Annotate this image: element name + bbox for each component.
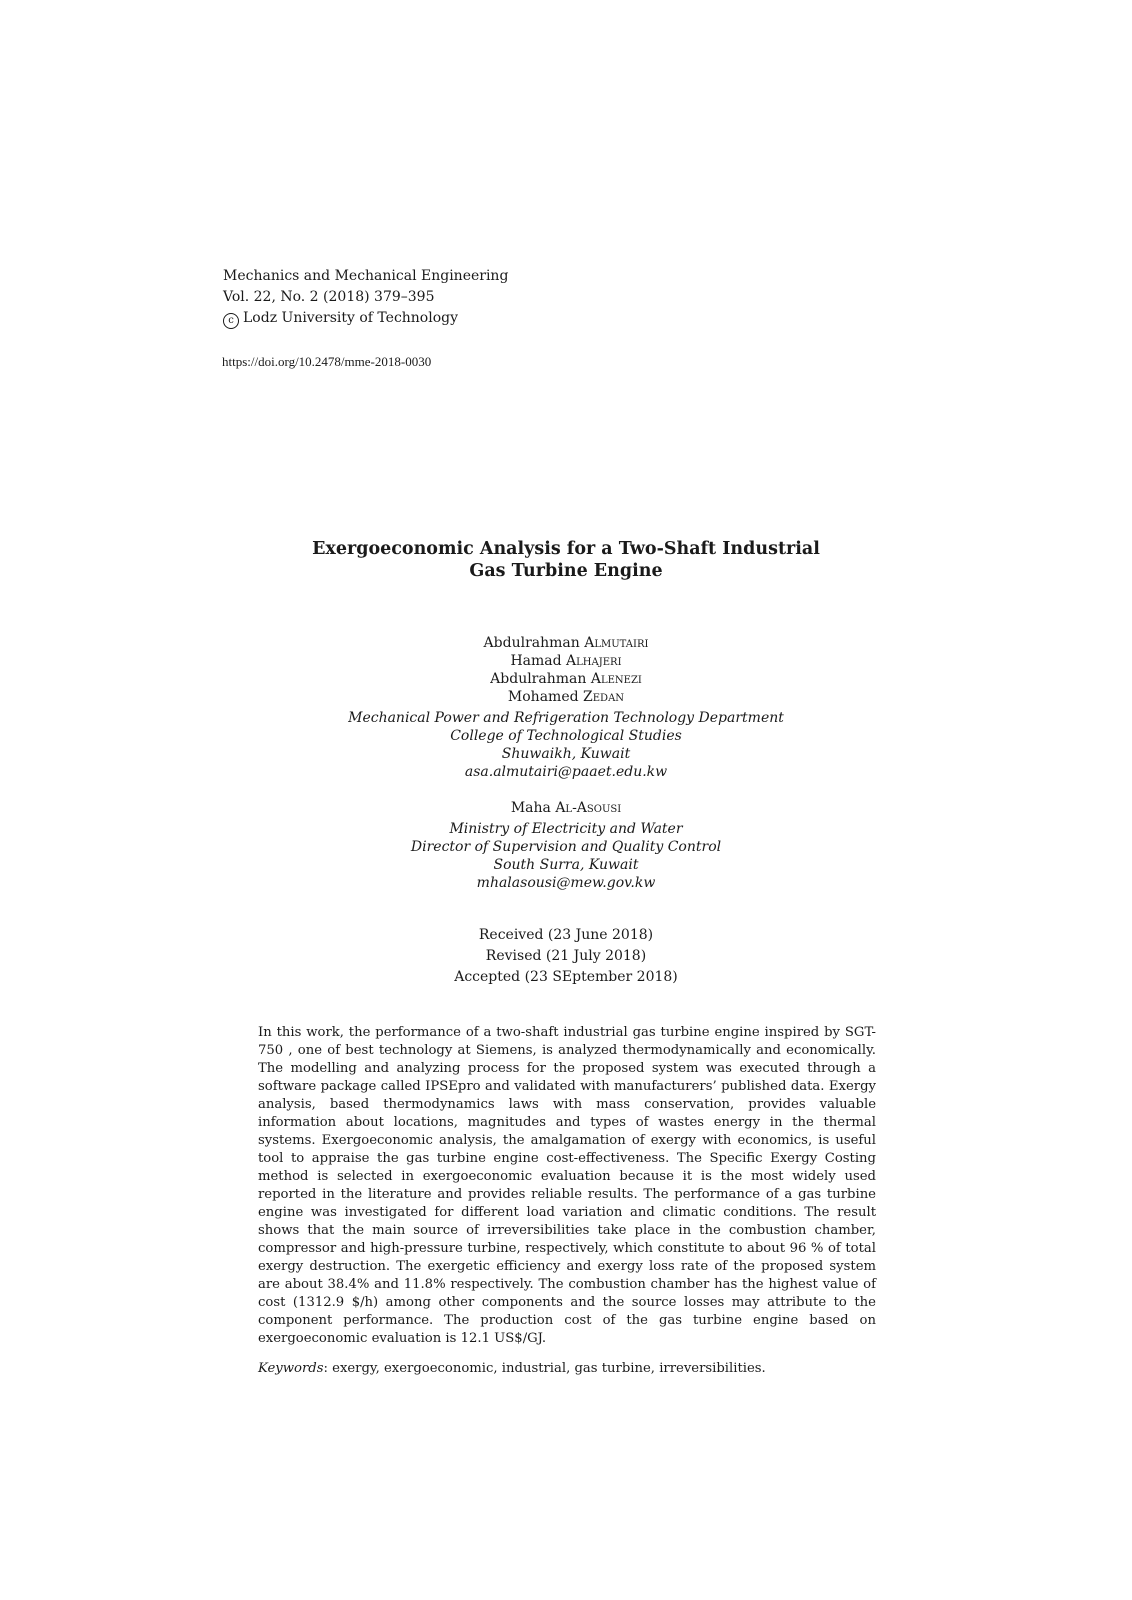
abstract: In this work, the performance of a two-shaft industrial gas turbine engine inspired by SGT-750 , one of best technology at Siemens, is analyzed thermodynamically and economically. The modelling and analyzing process for the proposed system was executed through a software package called IPSEpro and validated with manufacturers’ published data. Exergy analysis, based thermodynamics laws with mass conservation, provides valuable information about locations, magnitudes and types of wastes energy in the thermal systems. Exergoeconomic analysis, the amalgamation of exergy with economics, is useful tool to appraise the gas turbine engine cost-effectiveness. The Specific Exergy Costing method is selected in exergoeconomic evaluation because it is the most widely used reported in the literature and provides reliable results. The performance of a gas turbine engine was investigated for different load variation and climatic conditions. The result shows that the main source of irreversibilities take place in the combustion chamber, compressor and high-pressure turbine, respectively, which constitute to about 96 % of total exergy destruction. The exergetic efficiency and exergy loss rate of the proposed system are about 38.4% and 11.8% respectively. The combustion chamber has the highest value of cost (1312.9 $/h) among other components and the source losses may attribute to the component performance. The production cost of the gas turbine engine based on exergoeconomic evaluation is 12.1 US$/GJ. xyxy=(258,1025,876,1346)
title-line-1: Exergoeconomic Analysis for a Two-Shaft Industrial xyxy=(312,539,820,559)
journal-copyright xyxy=(223,308,508,329)
doi-link[interactable]: https://doi.org/10.2478/mme-2018-0030 xyxy=(222,354,432,369)
author-block xyxy=(0,634,1132,892)
author: Abdulrahman Alenezi xyxy=(490,671,642,687)
affiliation-location: Shuwaikh, Kuwait xyxy=(501,746,631,762)
affiliation-director: Director of Supervision and Quality Control xyxy=(410,839,722,855)
keywords-label: Keywords xyxy=(258,1361,324,1376)
author: Maha Al-Asousi xyxy=(510,800,622,816)
author: Abdulrahman Almutairi xyxy=(483,635,649,651)
author: Mohamed Zedan xyxy=(507,689,625,705)
author: Hamad Alhajeri xyxy=(510,653,622,669)
author-email[interactable]: mhalasousi@mew.gov.kw xyxy=(476,875,656,891)
journal-publisher: Lodz University of Technology xyxy=(243,310,459,326)
keywords-text: : exergy, exergoeconomic, industrial, gas turbine, irreversibilities. xyxy=(323,1361,766,1376)
journal-volume: Vol. 22, No. 2 (2018) 379–395 xyxy=(223,289,435,305)
title-line-2: Gas Turbine Engine xyxy=(469,561,663,581)
affiliation-ministry: Ministry of Electricity and Water xyxy=(449,821,683,837)
date-received: Received (23 June 2018) xyxy=(478,927,654,943)
keywords xyxy=(258,1360,876,1378)
author-email[interactable]: asa.almutairi@paaet.edu.kw xyxy=(464,764,668,780)
copyright-icon: c xyxy=(223,313,239,329)
journal-info xyxy=(223,266,508,329)
affiliation-department: Mechanical Power and Refrigeration Technology Department xyxy=(348,710,784,726)
affiliation-location: South Surra, Kuwait xyxy=(493,857,639,873)
publication-dates xyxy=(0,925,1132,988)
date-accepted: Accepted (23 SEptember 2018) xyxy=(454,969,678,985)
affiliation-college: College of Technological Studies xyxy=(450,728,682,744)
paper-title xyxy=(0,538,1132,582)
date-revised: Revised (21 July 2018) xyxy=(485,948,647,964)
journal-name: Mechanics and Mechanical Engineering xyxy=(223,268,509,284)
